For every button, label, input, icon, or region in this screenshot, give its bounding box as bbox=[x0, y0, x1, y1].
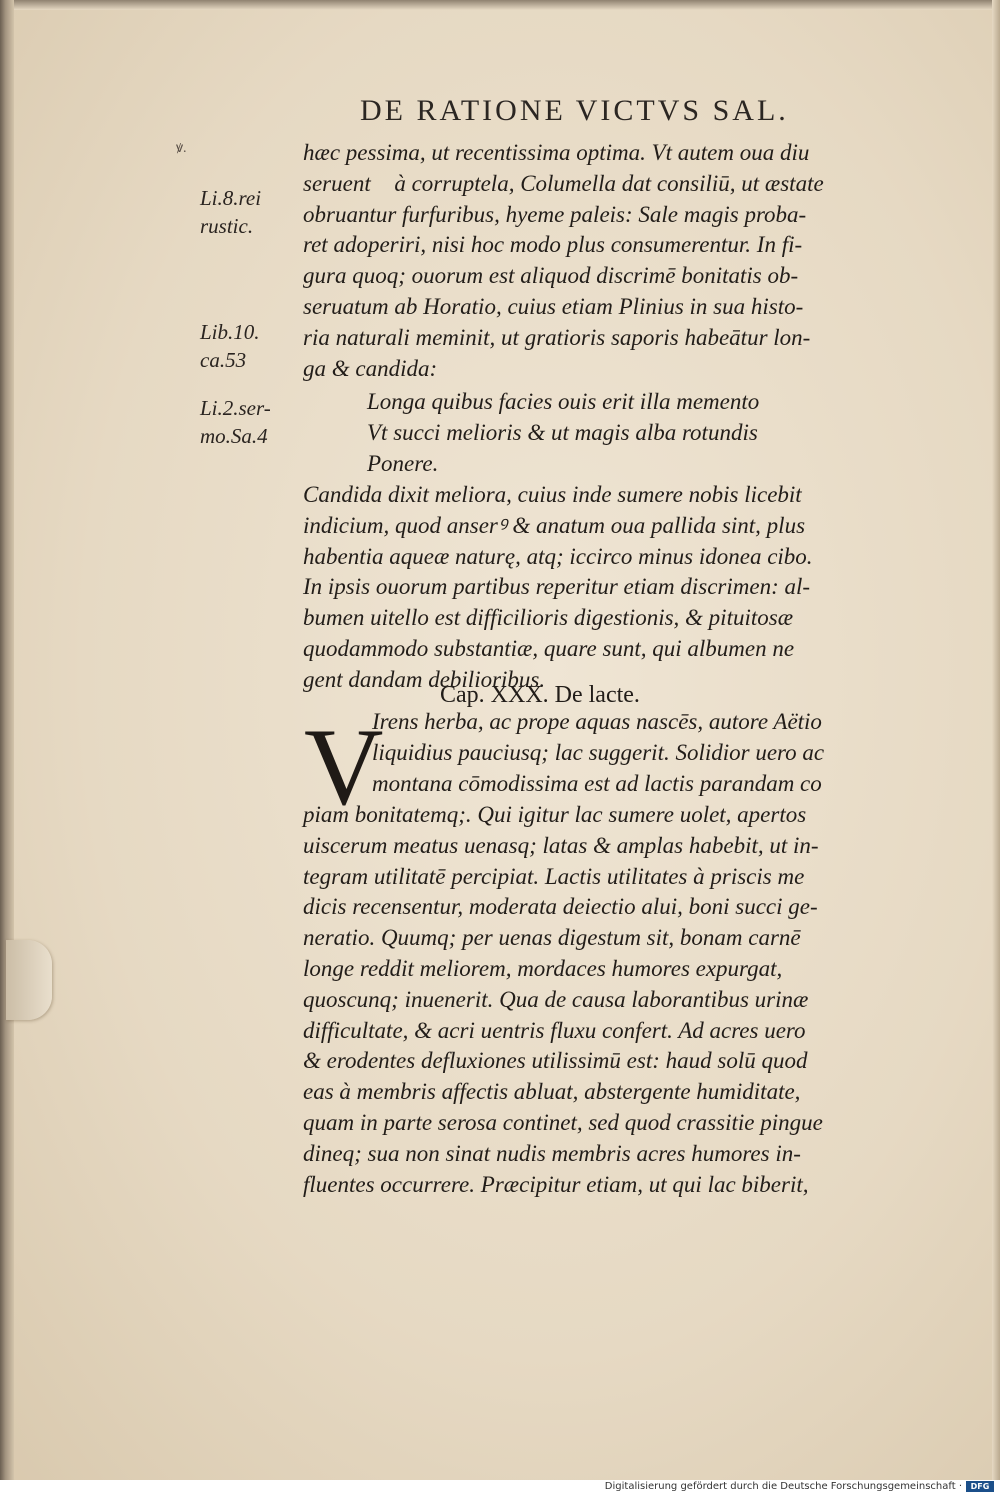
margin-note-line: mo.Sa.4 bbox=[200, 424, 268, 448]
text-line: seruatum ab Horatio, cuius etiam Plinius in sua histo- bbox=[303, 293, 804, 319]
text-line: Irens herba, ac prope aquas nascēs, autore Aëtio bbox=[372, 709, 822, 734]
text-line: gura quoq; ouorum est aliquod discrimē bonitatis ob- bbox=[303, 263, 799, 289]
margin-note-plinius bbox=[200, 318, 292, 374]
page-right-edge bbox=[992, 0, 1000, 1480]
text-line: tegram utilitatē percipiat. Lactis utilitates à priscis me bbox=[303, 863, 805, 889]
text-line: ria naturali meminit, ut gratioris saporis habeātur lon- bbox=[303, 324, 811, 350]
text-line: quodammodo substantiæ, quare sunt, qui albumen ne bbox=[303, 635, 795, 661]
text-line: uiscerum meatus uenasq; latas & amplas habebit, ut in- bbox=[303, 832, 819, 858]
text-line: eas à membris affectis abluat, abstergente humiditate, bbox=[303, 1079, 801, 1105]
text-line: quam in parte serosa continet, sed quod crassitie pingue bbox=[303, 1109, 823, 1135]
text-line: dineq; sua non sinat nudis membris acres humores in- bbox=[303, 1140, 801, 1166]
margin-note-line: Li.2.ser- bbox=[200, 396, 271, 420]
text-line: In ipsis ouorum partibus reperitur etiam discrimen: al- bbox=[303, 574, 811, 600]
paragraph-egg-parts bbox=[303, 480, 923, 696]
paragraph-milk bbox=[303, 800, 923, 1200]
text-line: hæc pessima, ut recentissima optima. Vt autem oua diu bbox=[303, 140, 810, 165]
text-line: obruantur furfuribus, hyeme paleis: Sale magis proba- bbox=[303, 201, 807, 227]
text-line: longe reddit meliorem, mordaces humores expurgat, bbox=[303, 955, 783, 981]
text-line: indicium, quod anserꝰ & anatum oua pallida sint, plus bbox=[303, 512, 806, 538]
corner-mark: ꝟ. bbox=[176, 141, 187, 156]
text-line: seruentᷣ à corruptela, Columella dat consiliū, ut æstate bbox=[303, 170, 824, 196]
text-line: habentia aqueæ naturę, atq; iccirco minus idonea cibo. bbox=[303, 543, 813, 569]
text-line: & erodentes defluxiones utilissimū est: haud solū quod bbox=[303, 1048, 808, 1074]
text-line: ret adoperiri, nisi hoc modo plus consumerentur. In fi- bbox=[303, 232, 803, 258]
paragraph-eggs bbox=[303, 138, 923, 384]
funding-credit: Digitalisierung gefördert durch die Deutsche Forschungsgemeinschaft · bbox=[604, 1481, 962, 1492]
text-line: gent dandam debilioribus. bbox=[303, 666, 546, 692]
running-header: DE RATIONE VICTVS SAL. bbox=[360, 94, 789, 127]
margin-note-line: rustic. bbox=[200, 214, 254, 238]
drop-capital: V bbox=[304, 706, 384, 828]
dfg-logo-icon: DFG bbox=[966, 1481, 994, 1492]
margin-note-line: Lib.10. bbox=[200, 320, 260, 344]
margin-note-line: Li.8.rei bbox=[200, 186, 262, 210]
text-line: Candida dixit meliora, cuius inde sumere nobis licebit bbox=[303, 482, 802, 507]
text-line: quoscunq; inuenerit. Qua de causa laborantibus urinæ bbox=[303, 986, 809, 1012]
margin-note-line: ca.53 bbox=[200, 348, 247, 372]
text-line: ga & candida: bbox=[303, 355, 438, 381]
margin-note-horatius bbox=[200, 394, 292, 450]
page-top-edge bbox=[0, 0, 1000, 10]
text-line: dicis recensentur, moderata deiectio alui, boni succi ge- bbox=[303, 894, 818, 920]
book-gutter-edge bbox=[0, 0, 14, 1480]
text-line: piam bonitatemq;. Qui igitur lac sumere uolet, apertos bbox=[303, 802, 807, 827]
margin-note-columella bbox=[200, 184, 292, 240]
text-line: neratio. Quumq; per uenas digestum sit, bonam carnē bbox=[303, 925, 801, 951]
text-line: difficultate, & acri uentris fluxu confert. Ad acres uero bbox=[303, 1017, 806, 1043]
text-line: montana cōmodissima est ad lactis parandam co bbox=[372, 770, 822, 796]
text-line: bumen uitello est difficilioris digestionis, & pituitosæ bbox=[303, 605, 794, 631]
paragraph-milk-opening bbox=[372, 707, 932, 799]
verse-line: Ponere. bbox=[367, 451, 439, 476]
chapter-heading: Cap. XXX. De lacte. bbox=[440, 682, 640, 708]
horace-quotation bbox=[367, 386, 927, 479]
page-fold-tab bbox=[6, 940, 52, 1020]
text-line: liquidius pauciusq; lac suggerit. Solidior uero ac bbox=[372, 739, 825, 765]
text-line: fluentes occurrere. Præcipitur etiam, ut qui lac biberit, bbox=[303, 1171, 809, 1197]
verse-line: Vt succi melioris & ut magis alba rotundis bbox=[367, 420, 758, 445]
verse-line: Longa quibus facies ouis erit illa memento bbox=[367, 389, 760, 414]
